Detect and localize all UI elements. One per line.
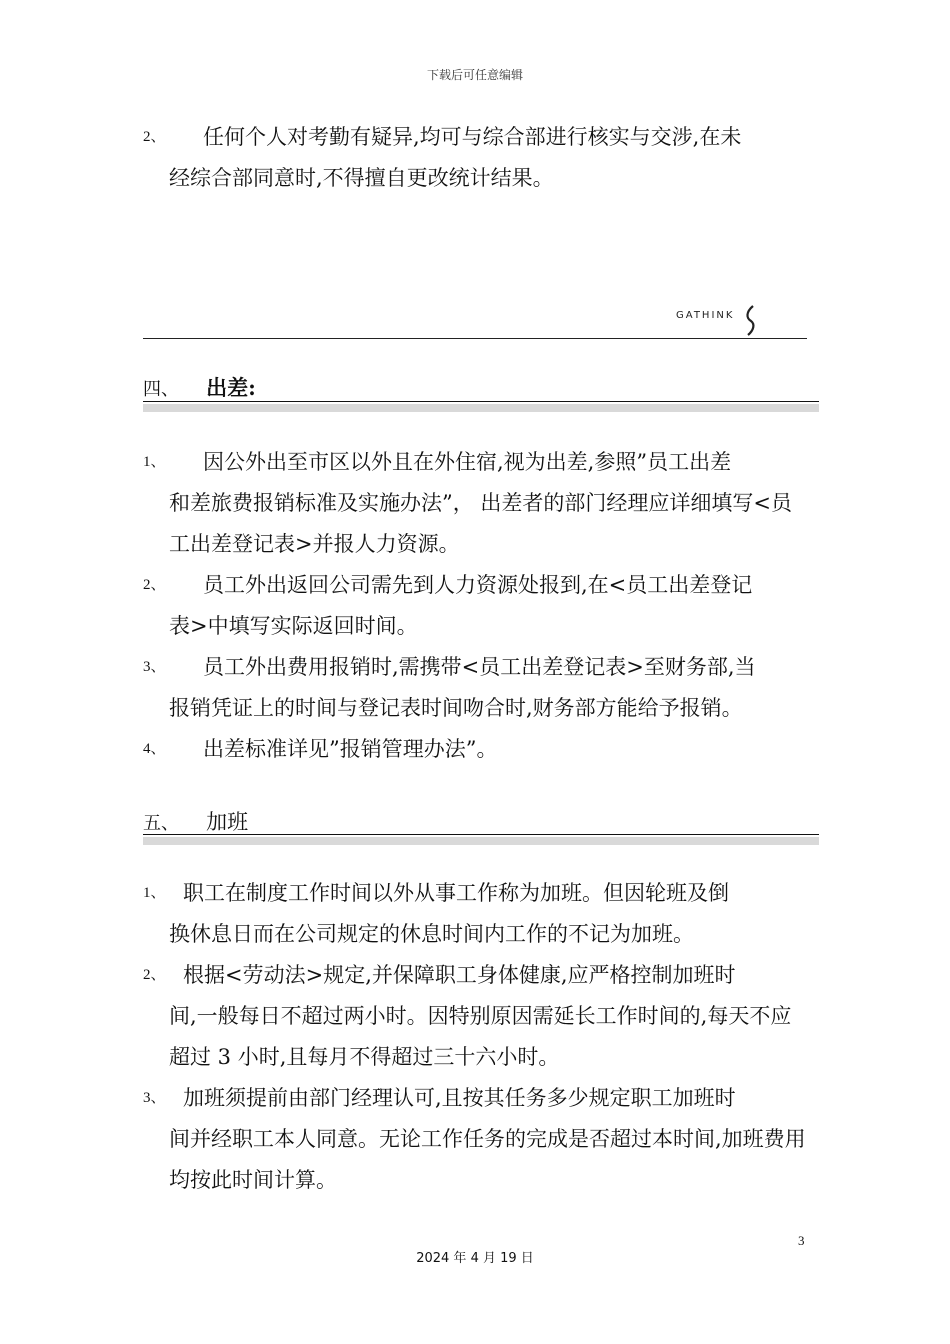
item-text: 加班须提前由部门经理认可,且按其任务多少规定职工加班时 间并经职工本人同意。无论工作任务的完成是否超过本时间,加班费用均按此时间计算。 [169,1086,806,1192]
list-item [143,117,808,199]
section-index: 四、 [143,379,179,400]
list-item [143,442,808,565]
header-note: 下载后可任意编辑 [426,68,523,82]
item-text: 职工在制度工作时间以外从事工作称为加班。但因轮班及倒 换休息日而在公司规定的休息时间内工作的不记为加班。 [169,881,729,946]
logo-divider [143,338,807,339]
item-text: 员工外出费用报销时,需携带<员工出差登记表>至财务部,当 报销凭证上的时间与登记表时间吻合时,财务部方能给予报销。 [169,655,756,720]
item-number: 2、 [143,967,166,983]
company-logo-icon [742,304,758,336]
list-item [143,647,808,729]
section-divider [143,401,819,402]
list-item [143,729,808,770]
item-number: 1、 [143,885,166,901]
item-number: 3、 [143,1090,166,1106]
company-logo-text: GATHINK [676,310,735,321]
footer-date: 2024 年 4 月 19 日 [416,1251,534,1266]
list-item [143,873,808,955]
list-item [143,1078,808,1201]
item-text: 任何个人对考勤有疑异,均可与综合部进行核实与交涉,在未 经综合部同意时,不得擅自更改统计结果。 [169,125,742,190]
section-heading-travel [143,372,819,402]
item-number: 3、 [143,659,166,675]
section-shading [143,837,819,845]
section-divider [143,834,819,835]
item-number: 1、 [143,454,166,470]
section-title: 出差: [206,375,256,400]
section-shading [143,404,819,412]
list-item [143,955,808,1078]
page-number: 3 [798,1233,805,1248]
item-number: 2、 [143,129,166,145]
item-text: 出差标准详见”报销管理办法”。 [203,737,498,761]
item-text: 员工外出返回公司需先到人力资源处报到,在<员工出差登记 表>中填写实际返回时间。 [169,573,753,638]
item-number: 2、 [143,577,166,593]
item-text: 根据<劳动法>规定,并保障职工身体健康,应严格控制加班时 间,一般每日不超过两小时。因特别原因需延长工作时间的,每天不应超过 3 小时,且每月不得超过三十六小时。 [169,963,792,1069]
item-text: 因公外出至市区以外且在外住宿,视为出差,参照”员工出差 和差旅费报销标准及实施办法”， 出差者的部门经理应详细填写<员工出差登记表>并报人力资源。 [169,450,793,556]
section-index: 五、 [143,813,179,834]
section-heading-overtime [143,806,819,836]
section-title: 加班 [206,810,249,834]
item-number: 4、 [143,741,166,757]
list-item [143,565,808,647]
